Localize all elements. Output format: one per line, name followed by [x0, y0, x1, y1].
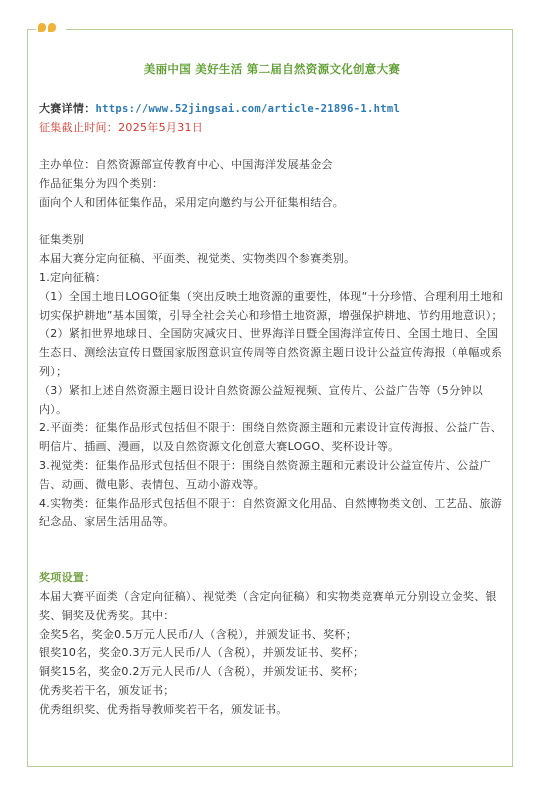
- directed-item-2: （2）紧扣世界地球日、全国防灾减灾日、世界海洋日暨全国海洋宣传日、全国土地日、全国生态日、测绘法宣传日暨国家版图意识宣传周等自然资源主题日设计公益宣传海报（单幅或系列）；: [39, 327, 503, 378]
- categories-title: 征集类别: [39, 233, 85, 247]
- details-label: 大赛详情：: [39, 101, 96, 115]
- directed-item-3: （3）紧扣上述自然资源主题日设计自然资源公益短视频、宣传片、公益广告等（5分钟以内）。: [39, 383, 483, 416]
- deadline-text: 征集截止时间：2025年5月31日: [39, 120, 204, 134]
- award-gold: 金奖5名，奖金0.5万元人民币/人（含税），并颁发证书、奖杯；: [39, 627, 357, 641]
- article-body: [39, 60, 505, 720]
- physical-category: 4.实物类：征集作品形式包括但不限于：自然资源文化用品、自然博物类文创、工艺品、旅游纪念品、家居生活用品等。: [39, 496, 503, 529]
- quote-mark-icon: [36, 18, 66, 36]
- category-count-text: 作品征集分为四个类别：: [39, 176, 164, 190]
- details-line: [39, 100, 505, 119]
- call-method-text: 面向个人和团体征集作品，采用定向邀约与公开征集相结合。: [39, 195, 345, 209]
- award-organization: 优秀组织奖、优秀指导教师奖若干名，颁发证书。: [39, 702, 288, 716]
- page-title: 美丽中国 美好生活 第二届自然资源文化创意大赛: [143, 62, 401, 76]
- award-excellent: 优秀奖若干名，颁发证书；: [39, 683, 175, 697]
- visual-category: 3.视觉类：征集作品形式包括但不限于：围绕自然资源主题和元素设计公益宣传片、公益广告、动画、微电影、表情包、互动小游戏等。: [39, 458, 491, 491]
- award-silver: 银奖10名，奖金0.3万元人民币/人（含税），并颁发证书、奖杯；: [39, 646, 365, 660]
- organizer-text: 主办单位：自然资源部宣传教育中心、中国海洋发展基金会: [39, 158, 333, 172]
- categories-intro: 本届大赛分定向征稿、平面类、视觉类、实物类四个参赛类别。: [39, 252, 356, 266]
- directed-item-1: （1）全国土地日LOGO征集（突出反映土地资源的重要性，体现“十分珍惜、合理利用土地和切实保护耕地”基本国策，引导全社会关心和珍惜土地资源，增强保护耕地、节约用地意识）；: [39, 289, 504, 322]
- directed-heading: 1.定向征稿：: [39, 270, 107, 284]
- awards-intro: 本届大赛平面类（含定向征稿）、视觉类（含定向征稿）和实物类竞赛单元分别设立金奖、银奖、铜奖及优秀奖。其中：: [39, 589, 497, 622]
- award-bronze: 铜奖15名，奖金0.2万元人民币/人（含税），并颁发证书、奖杯；: [39, 665, 365, 679]
- details-link[interactable]: https://www.52jingsai.com/article-21896-1.html: [95, 102, 401, 115]
- flat-category: 2.平面类：征集作品形式包括但不限于：围绕自然资源主题和元素设计宣传海报、公益广告、明信片、插画、漫画，以及自然资源文化创意大赛LOGO、奖杯设计等。: [39, 421, 503, 454]
- awards-title: 奖项设置：: [39, 571, 96, 585]
